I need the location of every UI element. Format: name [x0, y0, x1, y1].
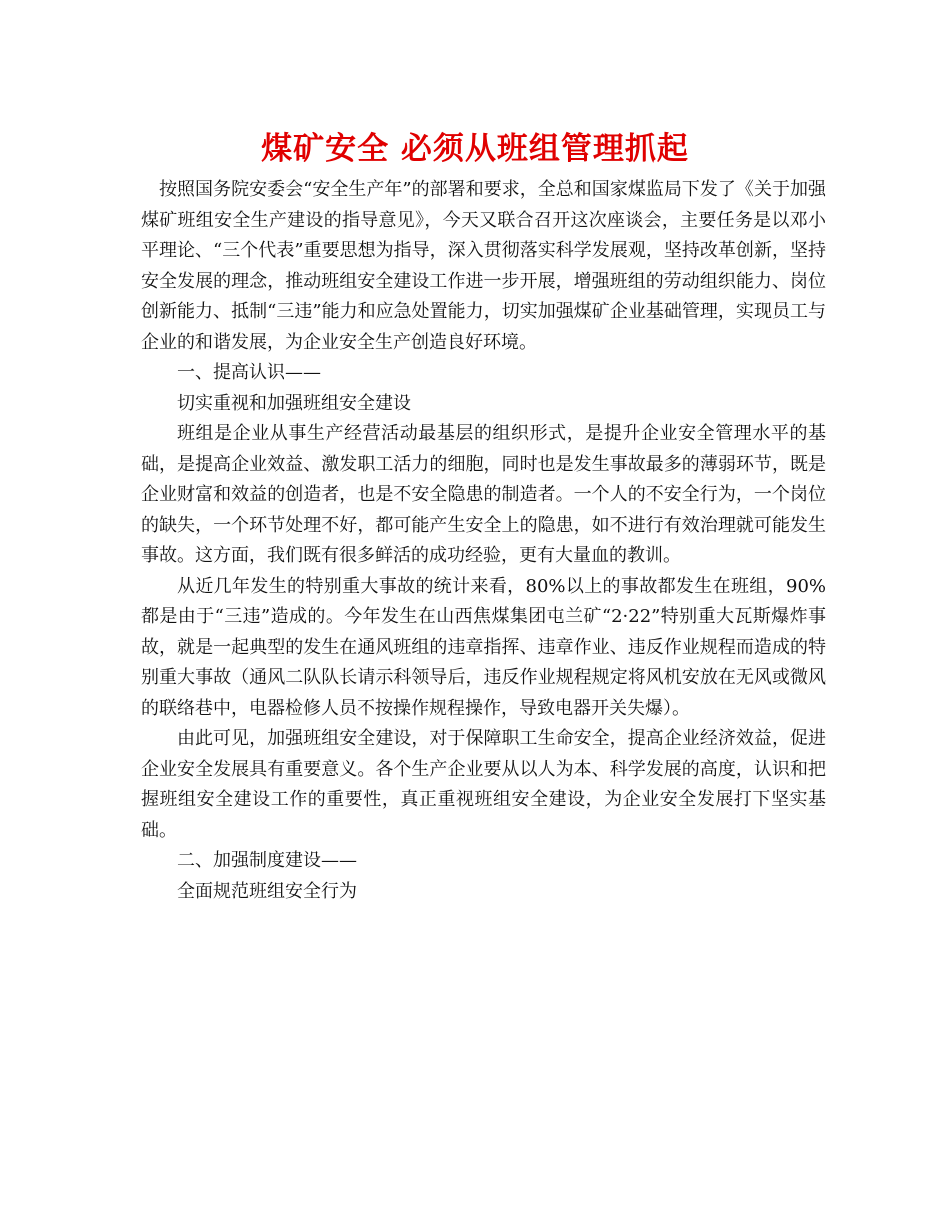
document-title: 煤矿安全 必须从班组管理抓起 [261, 131, 689, 167]
section-subheading-2: 全面规范班组安全行为 [177, 880, 357, 902]
paragraph-team-basis: 班组是企业从事生产经营活动最基层的组织形式，是提升企业安全管理水平的基础，是提高企业效益、激发职工活力的细胞，同时也是发生事故最多的薄弱环节，既是企业财富和效益的创造者，也是不安全隐患的制造者。一个人的不安全行为，一个岗位的缺失，一个环节处理不好，都可能产生安全上的隐患，如不进行有效治理就可能发生事故。这方面，我们既有很多鲜活的成功经验，更有大量血的教训。 [141, 423, 826, 566]
section-heading-2: 二、加强制度建设—— [177, 850, 357, 871]
paragraph-intro: 按照国务院安委会“安全生产年”的部署和要求，全总和国家煤监局下发了《关于加强煤矿班组安全生产建设的指导意见》，今天又联合召开这次座谈会，主要任务是以邓小平理论、“三个代表”重要思想为指导，深入贯彻落实科学发展观，坚持改革创新，坚持安全发展的理念，推动班组安全建设工作进一步开展，增强班组的劳动组织能力、岗位创新能力、抵制“三违”能力和应急处置能力，切实加强煤矿企业基础管理，实现员工与企业的和谐发展，为企业安全生产创造良好环境。 [141, 179, 826, 353]
document-body [141, 175, 826, 907]
paragraph-accident-statistics: 从近几年发生的特别重大事故的统计来看，80%以上的事故都发生在班组，90%都是由于“三违”造成的。今年发生在山西焦煤集团屯兰矿“2·22”特别重大瓦斯爆炸事故，就是一起典型的发生在通风班组的违章指挥、违章作业、违反作业规程而造成的特别重大事故（通风二队队长请示科领导后，违反作业规程规定将风机安放在无风或微风的联络巷中，电器检修人员不按操作规程操作，导致电器开关失爆）。 [141, 575, 826, 719]
paragraph-significance: 由此可见，加强班组安全建设，对于保障职工生命安全，提高企业经济效益，促进企业安全发展具有重要意义。各个生产企业要从以人为本、科学发展的高度，认识和把握班组安全建设工作的重要性，真正重视班组安全建设，为企业安全发展打下坚实基础。 [141, 728, 826, 841]
section-subheading-1: 切实重视和加强班组安全建设 [177, 392, 411, 414]
section-heading-1: 一、提高认识—— [177, 362, 321, 383]
